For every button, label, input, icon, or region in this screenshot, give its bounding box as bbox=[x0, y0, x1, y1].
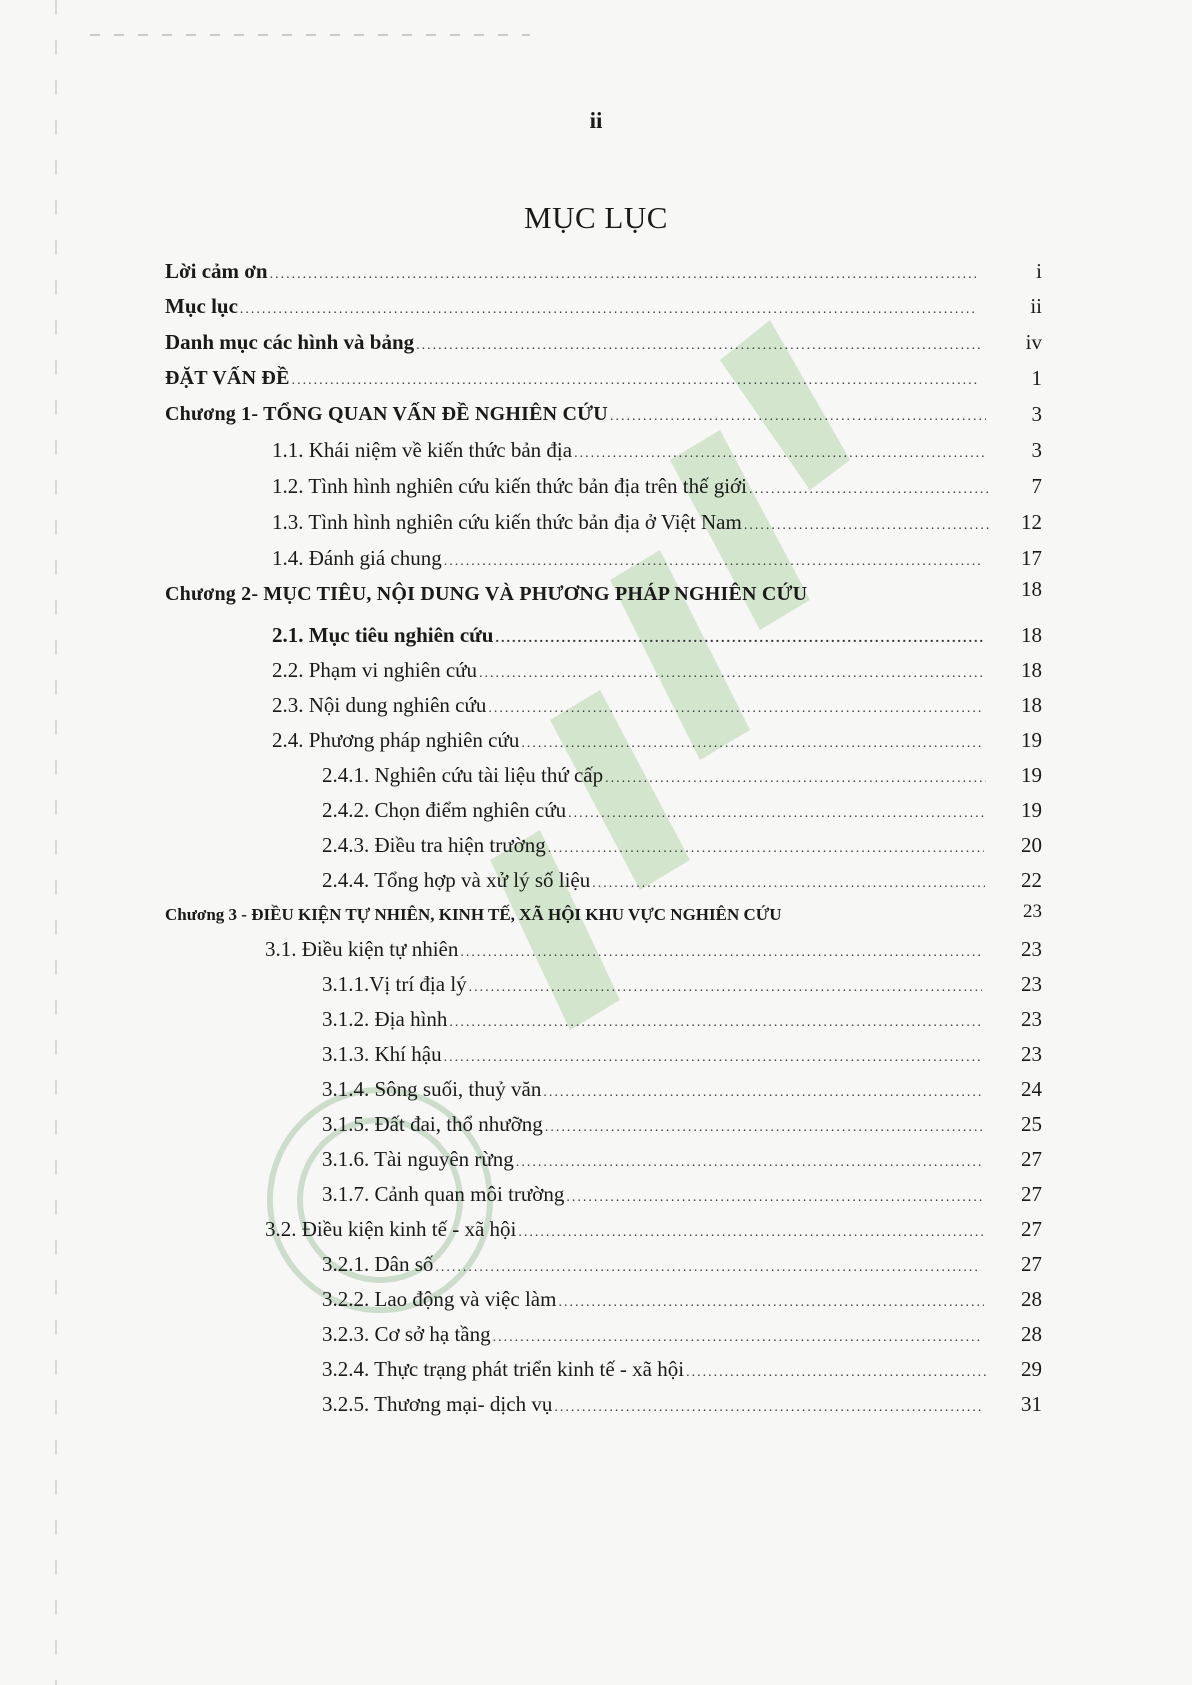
toc-entry-label: Mục lục bbox=[165, 294, 238, 318]
toc-entry-1-2[interactable] bbox=[272, 469, 997, 503]
toc-entry-page: 23 bbox=[1021, 937, 1042, 961]
dot-leader bbox=[469, 971, 982, 1005]
dot-leader bbox=[460, 936, 981, 970]
dot-leader bbox=[444, 545, 981, 579]
toc-entry-3-2-5[interactable] bbox=[322, 1387, 997, 1421]
toc-entry-page: 31 bbox=[1021, 1392, 1042, 1416]
toc-entry-page: 29 bbox=[1021, 1357, 1042, 1381]
dot-leader bbox=[518, 1216, 983, 1250]
toc-entry-label: 3.1.2. Địa hình bbox=[322, 1007, 448, 1031]
toc-entry-label: 3.1. Điều kiện tự nhiên bbox=[265, 937, 459, 961]
dot-leader bbox=[554, 1391, 984, 1425]
toc-entry-label: 2.4.4. Tổng hợp và xử lý số liệu bbox=[322, 868, 591, 892]
dot-leader bbox=[516, 1146, 983, 1180]
toc-entry-1-3[interactable] bbox=[272, 505, 997, 539]
toc-entry-label: 2.3. Nội dung nghiên cứu bbox=[272, 693, 487, 717]
dot-leader bbox=[592, 867, 985, 901]
toc-entry-2-2[interactable] bbox=[272, 653, 997, 687]
toc-entry-label: 2.4.2. Chọn điểm nghiên cứu bbox=[322, 798, 567, 822]
toc-entry-label: 3.2.1. Dân số bbox=[322, 1252, 434, 1276]
toc-entry-label: 3.2.2. Lao động và việc làm bbox=[322, 1287, 557, 1311]
toc-entry-loi-cam-on[interactable] bbox=[165, 254, 997, 288]
dot-leader bbox=[479, 657, 982, 691]
dot-leader bbox=[610, 400, 986, 434]
toc-entry-3-1-7[interactable] bbox=[322, 1177, 997, 1211]
toc-entry-2-4-2[interactable] bbox=[322, 793, 997, 827]
toc-entry-2-1[interactable] bbox=[272, 618, 997, 652]
toc-entry-3-1[interactable] bbox=[265, 932, 997, 966]
dot-leader bbox=[270, 258, 977, 292]
toc-entry-label: 3.1.6. Tài nguyên rừng bbox=[322, 1147, 514, 1171]
scan-artifact-top bbox=[90, 34, 530, 36]
toc-entry-page: 24 bbox=[1021, 1077, 1042, 1101]
toc-entry-2-4-1[interactable] bbox=[322, 758, 997, 792]
toc-entry-1-4[interactable] bbox=[272, 541, 997, 575]
toc-entry-page: 7 bbox=[1031, 474, 1042, 498]
toc-entry-danh-muc[interactable] bbox=[165, 325, 997, 359]
toc-entry-chuong-1[interactable] bbox=[165, 397, 997, 431]
toc-entry-label: 3.2.3. Cơ sở hạ tầng bbox=[322, 1322, 491, 1346]
toc-entry-chuong-2[interactable] bbox=[165, 577, 997, 611]
dot-leader bbox=[292, 364, 977, 398]
toc-entry-dat-van-de[interactable] bbox=[165, 361, 997, 395]
toc-entry-page: 27 bbox=[1021, 1182, 1042, 1206]
dot-leader bbox=[488, 692, 982, 726]
toc-entry-page: i bbox=[1036, 259, 1042, 283]
toc-entry-1-1[interactable] bbox=[272, 433, 997, 467]
dot-leader bbox=[416, 329, 980, 363]
toc-entry-page: 18 bbox=[1021, 623, 1042, 647]
toc-entry-2-4-3[interactable] bbox=[322, 828, 997, 862]
toc-entry-page: 18 bbox=[1021, 693, 1042, 717]
toc-entry-3-1-2[interactable] bbox=[322, 1002, 997, 1036]
toc-entry-label: 1.1. Khái niệm về kiến thức bản địa bbox=[272, 438, 573, 462]
dot-leader bbox=[545, 1111, 984, 1145]
toc-entry-label: 2.4.3. Điều tra hiện trường bbox=[322, 833, 546, 857]
toc-entry-page: 17 bbox=[1021, 546, 1042, 570]
toc-entry-label: 3.1.7. Cảnh quan môi trường bbox=[322, 1182, 565, 1206]
toc-entry-2-4[interactable] bbox=[272, 723, 997, 757]
toc-entry-3-2-2[interactable] bbox=[322, 1282, 997, 1316]
toc-entry-page: 27 bbox=[1021, 1147, 1042, 1171]
toc-entry-page: 19 bbox=[1021, 798, 1042, 822]
toc-entry-label: Danh mục các hình và bảng bbox=[165, 330, 415, 354]
dot-leader bbox=[749, 473, 990, 507]
toc-entry-3-2-1[interactable] bbox=[322, 1247, 997, 1281]
toc-entry-label: 2.1. Mục tiêu nghiên cứu bbox=[272, 623, 494, 647]
scan-edge-left bbox=[55, 0, 57, 1685]
toc-entry-label: Chương 2- MỤC TIÊU, NỘI DUNG VÀ PHƯƠNG PHÁP NGHIÊN CỨU bbox=[165, 583, 808, 605]
toc-entry-3-2-3[interactable] bbox=[322, 1317, 997, 1351]
toc-entry-page: 18 bbox=[1021, 658, 1042, 682]
dot-leader bbox=[574, 437, 985, 471]
toc-entry-3-1-1[interactable] bbox=[322, 967, 997, 1001]
toc-entry-3-1-5[interactable] bbox=[322, 1107, 997, 1141]
dot-leader bbox=[543, 1076, 984, 1110]
dot-leader bbox=[548, 832, 984, 866]
toc-entry-label: 1.4. Đánh giá chung bbox=[272, 546, 442, 570]
dot-leader bbox=[521, 727, 983, 761]
toc-entry-page: 18 bbox=[1021, 577, 1042, 601]
toc-entry-page: 19 bbox=[1021, 728, 1042, 752]
toc-entry-label: 2.4.1. Nghiên cứu tài liệu thứ cấp bbox=[322, 763, 604, 787]
toc-entry-label: 3.2.5. Thương mại- dịch vụ bbox=[322, 1392, 553, 1416]
dot-leader bbox=[566, 1181, 984, 1215]
toc-entry-page: 27 bbox=[1021, 1252, 1042, 1276]
toc-entry-page: 28 bbox=[1021, 1287, 1042, 1311]
toc-entry-label: 1.3. Tình hình nghiên cứu kiến thức bản địa ở Việt Nam bbox=[272, 510, 742, 534]
toc-entry-page: 12 bbox=[1021, 510, 1042, 534]
toc-entry-label: 3.2. Điều kiện kinh tế - xã hội bbox=[265, 1217, 517, 1241]
toc-entry-3-1-4[interactable] bbox=[322, 1072, 997, 1106]
dot-leader bbox=[605, 762, 986, 796]
dot-leader bbox=[558, 1286, 984, 1320]
toc-entry-2-3[interactable] bbox=[272, 688, 997, 722]
toc-entry-page: ii bbox=[1030, 294, 1042, 318]
toc-entry-page: 27 bbox=[1021, 1217, 1042, 1241]
toc-entry-label: Chương 1- TỔNG QUAN VẤN ĐỀ NGHIÊN CỨU bbox=[165, 403, 608, 425]
toc-entry-label: Lời cảm ơn bbox=[165, 259, 268, 283]
toc-entry-label: ĐẶT VẤN ĐỀ bbox=[165, 367, 290, 389]
dot-leader bbox=[495, 622, 982, 656]
dot-leader bbox=[240, 293, 975, 327]
toc-entry-page: 23 bbox=[1021, 1042, 1042, 1066]
toc-entry-label: 3.1.1.Vị trí địa lý bbox=[322, 972, 467, 996]
toc-entry-label: 3.2.4. Thực trạng phát triển kinh tế - xã hội bbox=[322, 1357, 685, 1381]
toc-entry-page: 3 bbox=[1031, 438, 1042, 462]
toc-entry-3-2[interactable] bbox=[265, 1212, 997, 1246]
dot-leader bbox=[444, 1041, 982, 1075]
dot-leader bbox=[435, 1251, 981, 1285]
dot-leader bbox=[449, 1006, 981, 1040]
toc-entry-2-4-4[interactable] bbox=[322, 863, 997, 897]
toc-entry-label: 3.1.4. Sông suối, thuỷ văn bbox=[322, 1077, 542, 1101]
toc-entry-3-2-4[interactable] bbox=[322, 1352, 997, 1386]
toc-title: MỤC LỤC bbox=[524, 200, 668, 235]
dot-leader bbox=[568, 797, 985, 831]
toc-entry-page: 19 bbox=[1021, 763, 1042, 787]
toc-entry-page: 20 bbox=[1021, 833, 1042, 857]
toc-entry-page: 1 bbox=[1031, 366, 1042, 390]
toc-entry-label: Chương 3 - ĐIỀU KIỆN TỰ NHIÊN, KINH TẾ, XÃ HỘI KHU VỰC NGHIÊN CỨU bbox=[165, 905, 782, 924]
dot-leader bbox=[686, 1356, 988, 1390]
toc-entry-page: 22 bbox=[1021, 868, 1042, 892]
toc-entry-page: iv bbox=[1025, 330, 1042, 354]
toc-entry-page: 25 bbox=[1021, 1112, 1042, 1136]
toc-entry-page: 23 bbox=[1023, 901, 1042, 922]
toc-entry-page: 3 bbox=[1031, 402, 1042, 426]
toc-entry-page: 23 bbox=[1021, 972, 1042, 996]
toc-entry-muc-luc[interactable] bbox=[165, 289, 997, 323]
dot-leader bbox=[493, 1321, 983, 1355]
page-number: ii bbox=[589, 108, 603, 133]
dot-leader bbox=[744, 509, 990, 543]
toc-entry-label: 1.2. Tình hình nghiên cứu kiến thức bản địa trên thế giới bbox=[272, 474, 747, 498]
toc-entry-3-1-3[interactable] bbox=[322, 1037, 997, 1071]
toc-entry-page: 28 bbox=[1021, 1322, 1042, 1346]
toc-entry-label: 2.2. Phạm vi nghiên cứu bbox=[272, 658, 478, 682]
toc-entry-page: 23 bbox=[1021, 1007, 1042, 1031]
toc-entry-label: 3.1.3. Khí hậu bbox=[322, 1042, 442, 1066]
toc-entry-label: 3.1.5. Đất đai, thổ nhưỡng bbox=[322, 1112, 543, 1136]
toc-entry-3-1-6[interactable] bbox=[322, 1142, 997, 1176]
toc-entry-chuong-3[interactable] bbox=[165, 898, 997, 932]
toc-entry-label: 2.4. Phương pháp nghiên cứu bbox=[272, 728, 520, 752]
